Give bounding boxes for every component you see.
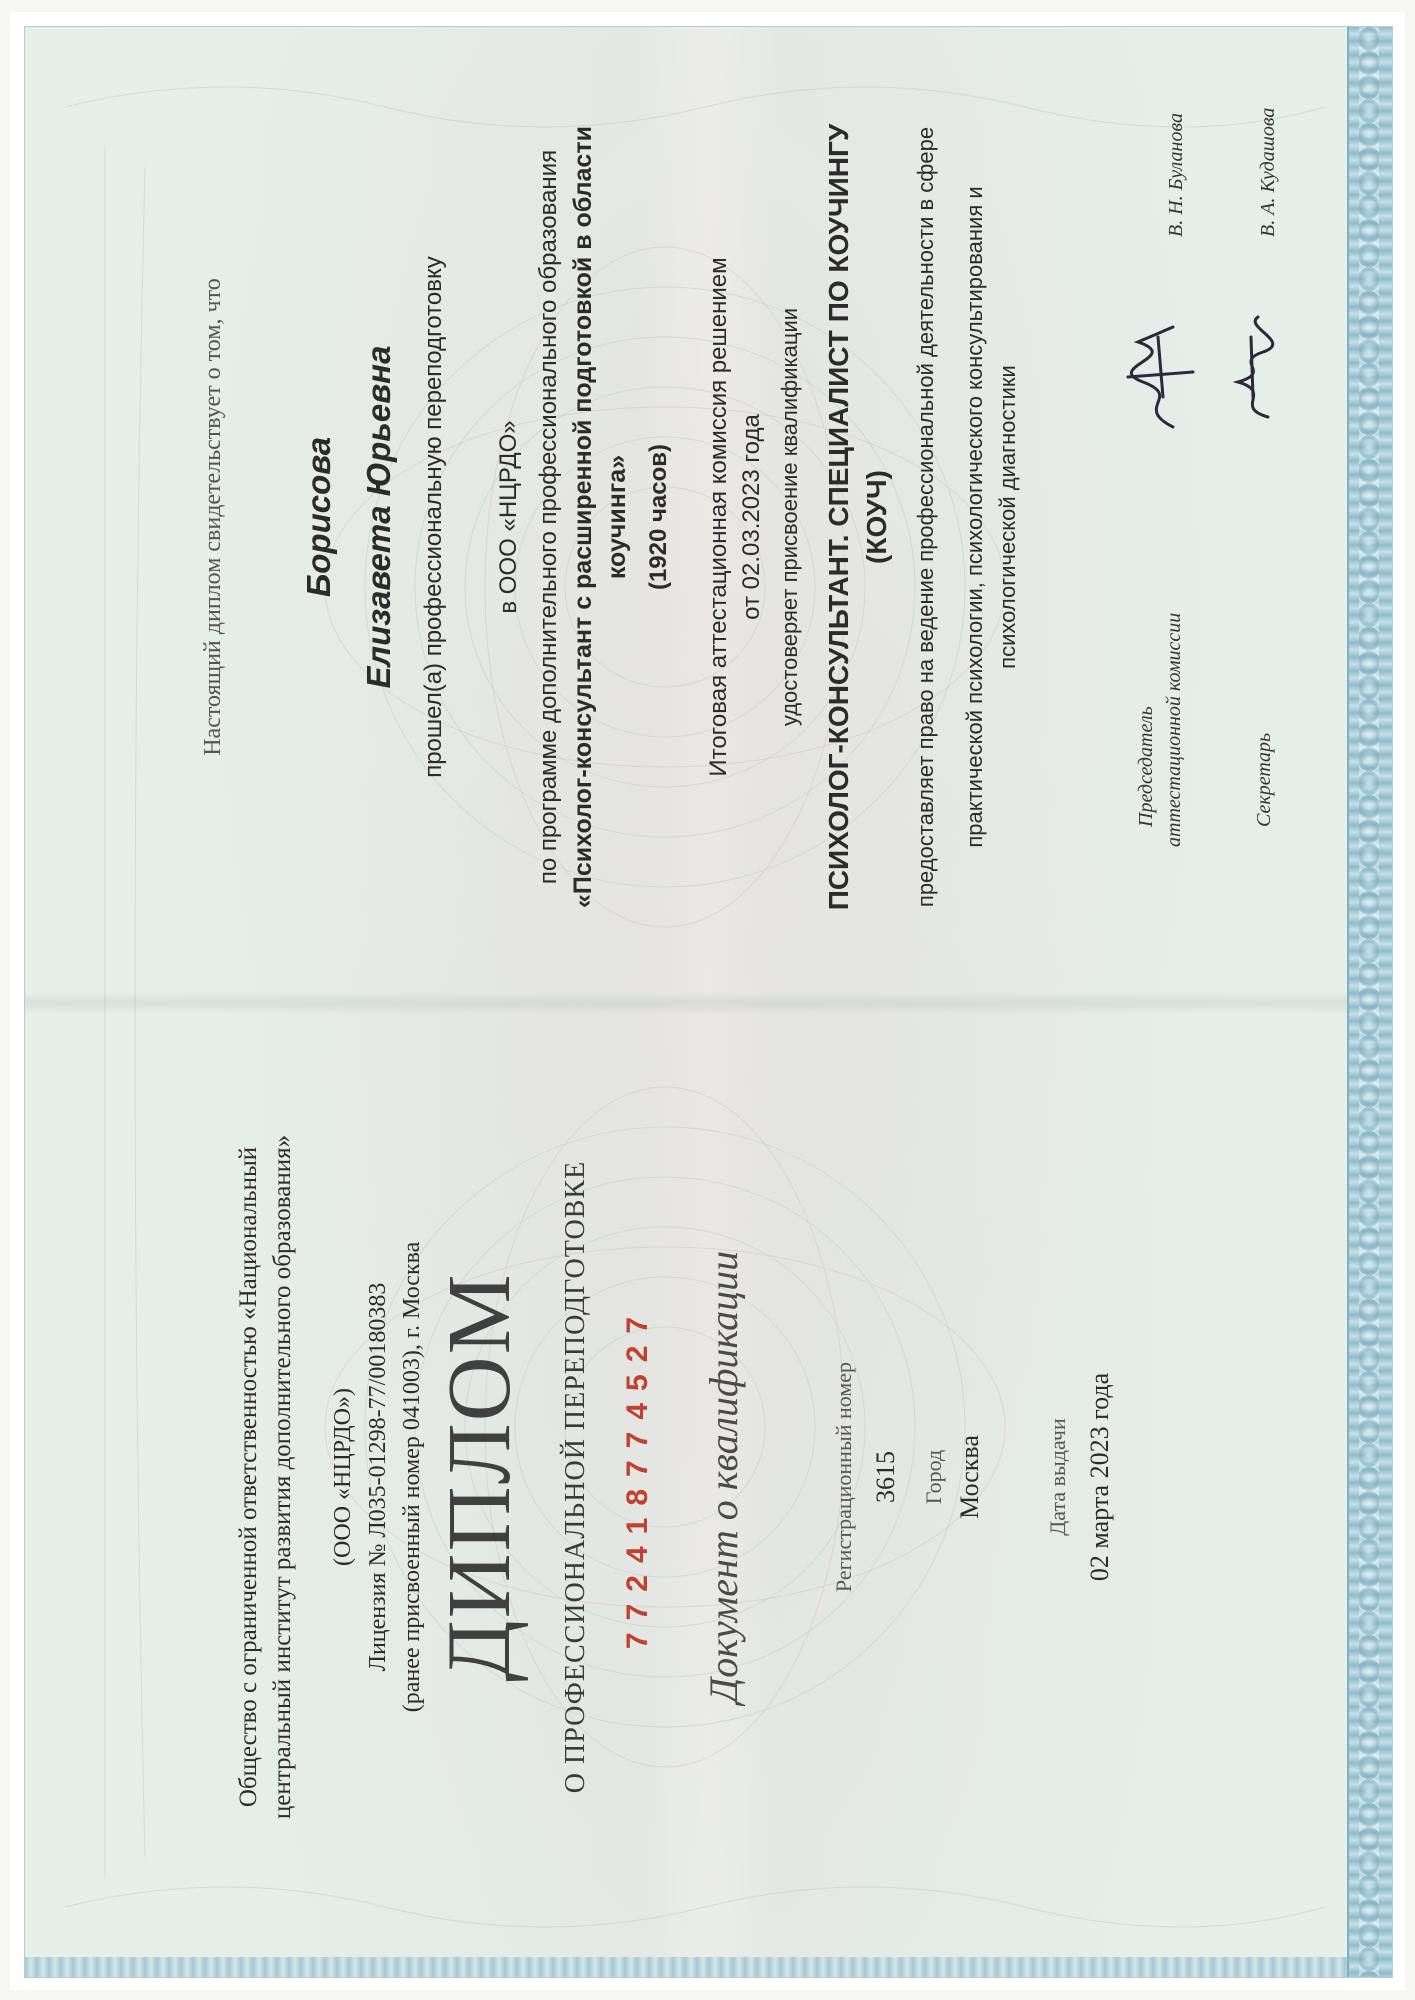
- chair-label-commission: аттестационной комиссии: [1163, 612, 1185, 847]
- right-page: [25, 37, 1347, 997]
- document-title: ДИПЛОМ: [430, 1272, 529, 1682]
- issue-date-label: Дата выдачи: [1045, 1418, 1070, 1536]
- serial-number: 772418774527: [621, 1304, 654, 1650]
- decorative-border-pattern: [1359, 27, 1379, 1977]
- former-number: (ранее присвоенный номер 041003), г. Москва: [399, 1241, 425, 1713]
- decision-date: от 02.03.2023 года: [738, 414, 765, 620]
- organization-name-line1: Общество с ограниченной ответственностью «Национальный: [235, 1146, 262, 1808]
- left-page: [25, 997, 1347, 1957]
- chair-signature: [1113, 307, 1203, 437]
- secretary-signature: [1213, 307, 1293, 427]
- program-name-line1: «Психолог-консультант с расширенной подготовкой в области: [569, 126, 597, 908]
- passed-retraining-text: прошел(а) профессиональную переподготовку: [420, 256, 447, 778]
- rights-line1: предоставляет право на ведение профессиональной деятельности в сфере: [913, 126, 938, 908]
- qualification-document-label: Документ о квалификации: [701, 1250, 746, 1704]
- chair-name: В. Н. Буланова: [1165, 113, 1187, 237]
- license-number: Лицензия № Л035-01298-77/00180383: [365, 1282, 391, 1672]
- commission-text: Итоговая аттестационная комиссия решением: [705, 257, 732, 777]
- diploma-content: [25, 27, 1347, 1977]
- holder-surname: Борисова: [300, 436, 337, 598]
- rights-line2: практической психологии, психологического консультирования и: [962, 186, 987, 848]
- scanned-page: [10, 12, 1405, 1990]
- chair-label: Председатель: [1135, 706, 1157, 827]
- qualification-line1: ПСИХОЛОГ-КОНСУЛЬТАНТ. СПЕЦИАЛИСТ ПО КОУЧИНГУ: [823, 123, 854, 911]
- holder-given-names: Елизавета Юрьевна: [360, 345, 397, 689]
- organization-short-name: (ООО «НЦРДО»): [330, 1388, 356, 1566]
- program-intro: по программе дополнительного профессионального образования: [535, 149, 562, 885]
- city-label: Город: [921, 1449, 946, 1505]
- diploma-sheet: [24, 26, 1393, 1978]
- secretary-name: В. А. Кудашова: [1257, 107, 1279, 237]
- registration-number-value: 3615: [871, 1451, 900, 1503]
- issue-date-value: 02 марта 2023 года: [1085, 1372, 1114, 1582]
- organization-text: в ООО «НЦРДО»: [495, 420, 522, 614]
- program-hours: (1920 часов): [645, 443, 672, 591]
- intro-text: Настоящий диплом свидетельствует о том, что: [200, 278, 226, 756]
- organization-name-line2: центральный институт развития дополнительного образования»: [269, 1134, 296, 1820]
- document-subtitle: О ПРОФЕССИОНАЛЬНОЙ ПЕРЕПОДГОТОВКЕ: [560, 1160, 591, 1794]
- program-name-line2: коучинга»: [603, 454, 631, 580]
- secretary-label: Секретарь: [1253, 732, 1275, 827]
- registration-number-label: Регистрационный номер: [831, 1361, 856, 1593]
- certifies-text: удостоверяет присвоение квалификации: [777, 307, 802, 727]
- city-value: Москва: [955, 1435, 984, 1519]
- qualification-line2: (КОУЧ): [861, 470, 892, 564]
- rights-line3: психологической диагностики: [995, 365, 1020, 669]
